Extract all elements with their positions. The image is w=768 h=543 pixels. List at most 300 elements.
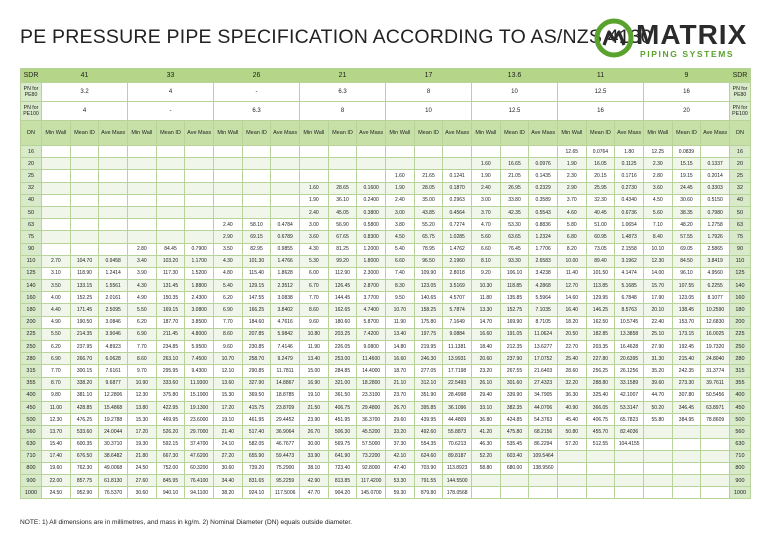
table-cell: 2.6583 [529, 255, 558, 267]
table-cell: 492.60 [414, 426, 443, 438]
dn-cell: 900 [21, 475, 42, 487]
table-cell: 50.20 [643, 401, 672, 413]
table-cell: 21.40 [214, 426, 243, 438]
table-cell: 6.90 [42, 353, 71, 365]
dn-cell: 250 [21, 341, 42, 353]
table-cell [99, 170, 128, 182]
table-cell: 15.40 [42, 438, 71, 450]
table-cell: 0.2400 [357, 194, 386, 206]
table-cell [42, 243, 71, 255]
table-cell: 92.8000 [357, 462, 386, 474]
table-row [21, 280, 751, 292]
table-cell: 14.8867 [271, 377, 300, 389]
table-cell [156, 146, 185, 158]
table-row [21, 255, 751, 267]
table-cell [214, 146, 243, 158]
table-cell [500, 475, 529, 487]
table-cell: 7.4500 [185, 353, 214, 365]
table-cell: 831.65 [242, 475, 271, 487]
table-cell: 54.3763 [529, 414, 558, 426]
table-cell: 2.8700 [357, 280, 386, 292]
table-cell: 0.6736 [615, 206, 644, 218]
table-cell: 33.80 [500, 194, 529, 206]
table-cell: 19.30 [128, 438, 157, 450]
table-cell [185, 146, 214, 158]
table-cell: 924.10 [242, 487, 271, 499]
dn-cell: 90 [729, 243, 750, 255]
table-cell: 76.5370 [99, 487, 128, 499]
table-cell: 9.50 [386, 292, 415, 304]
table-cell: 82.95 [242, 243, 271, 255]
table-cell: 4.50 [643, 194, 672, 206]
table-cell: 2.0161 [99, 292, 128, 304]
pn80-label: PN for PE80 [21, 83, 42, 102]
table-cell: 37.4700 [185, 438, 214, 450]
table-cell: 2.80 [128, 243, 157, 255]
table-cell: 118.90 [70, 267, 99, 279]
table-cell: 6.20 [128, 316, 157, 328]
table-cell: 11.7811 [271, 365, 300, 377]
table-cell: 55.20 [414, 219, 443, 231]
table-cell: 22.00 [42, 475, 71, 487]
page-header [0, 0, 768, 68]
table-cell: 14.80 [386, 341, 415, 353]
table-cell: 0.8300 [357, 231, 386, 243]
table-cell [70, 231, 99, 243]
table-cell: 1.7926 [701, 231, 730, 243]
table-row [21, 438, 751, 450]
table-cell [185, 158, 214, 170]
table-cell: 6.00 [300, 267, 329, 279]
table-cell [414, 146, 443, 158]
table-row [21, 389, 751, 401]
column-header: Mean ID [70, 121, 99, 146]
table-cell: 109.5464 [529, 450, 558, 462]
table-cell [701, 487, 730, 499]
table-cell: 33.10 [472, 401, 501, 413]
table-row [21, 194, 751, 206]
table-cell: 533.60 [70, 426, 99, 438]
dn-cell: 16 [729, 146, 750, 158]
table-cell: 27.90 [643, 341, 672, 353]
table-cell: 166.25 [242, 304, 271, 316]
dn-cell: 160 [729, 292, 750, 304]
table-cell: 52.20 [472, 450, 501, 462]
table-cell: 2.40 [300, 206, 329, 218]
column-header: Min Wall [214, 121, 243, 146]
table-cell: 29.7000 [185, 426, 214, 438]
table-cell: 9.4300 [185, 365, 214, 377]
table-cell: 1.90 [557, 158, 586, 170]
dn-cell: 140 [729, 280, 750, 292]
table-cell [70, 219, 99, 231]
table-cell [70, 170, 99, 182]
column-header: Mean ID [156, 121, 185, 146]
table-cell: 173.15 [672, 328, 701, 340]
table-cell: 12.30 [643, 255, 672, 267]
table-cell: 57.5000 [357, 438, 386, 450]
table-cell: 0.6789 [271, 231, 300, 243]
table-cell [156, 170, 185, 182]
table-cell: 3.8419 [701, 255, 730, 267]
table-cell: 78.8609 [701, 414, 730, 426]
table-cell: 0.0764 [586, 146, 615, 158]
table-cell: 33.20 [386, 426, 415, 438]
table-cell: 36.3700 [357, 414, 386, 426]
table-cell: 41.20 [472, 426, 501, 438]
table-cell: 82.4036 [615, 426, 644, 438]
table-cell: 904.20 [328, 487, 357, 499]
table-cell: 16.05 [586, 158, 615, 170]
table-cell: 10.80 [300, 328, 329, 340]
dn-cell: 75 [729, 231, 750, 243]
table-cell: 5.40 [214, 280, 243, 292]
table-cell: 4.80 [214, 267, 243, 279]
table-cell: 76.45 [500, 243, 529, 255]
table-cell: 15.30 [128, 414, 157, 426]
table-cell: 28.05 [414, 182, 443, 194]
table-cell: 3.7700 [357, 292, 386, 304]
table-cell [42, 219, 71, 231]
table-cell: 406.75 [328, 401, 357, 413]
sdr-label: SDR [729, 69, 750, 83]
table-cell: 0.3303 [701, 182, 730, 194]
table-cell: 13.80 [128, 401, 157, 413]
table-cell: 187.70 [156, 316, 185, 328]
table-cell [99, 158, 128, 170]
table-cell: 104.4155 [615, 438, 644, 450]
table-cell: 11.0624 [529, 328, 558, 340]
table-cell: 32.20 [557, 377, 586, 389]
table-cell: 3.50 [42, 280, 71, 292]
table-cell: 169.90 [500, 316, 529, 328]
table-cell: 191.05 [500, 328, 529, 340]
table-cell: 4.8923 [99, 341, 128, 353]
table-cell: 16.65 [500, 158, 529, 170]
table-cell: 30.60 [128, 487, 157, 499]
table-cell: 0.1435 [529, 170, 558, 182]
table-cell: 129.95 [586, 292, 615, 304]
table-cell: 5.9842 [271, 328, 300, 340]
table-cell: 96.50 [414, 255, 443, 267]
table-cell: 27.60 [128, 475, 157, 487]
table-cell: 16.40 [557, 304, 586, 316]
table-cell: 2.1558 [615, 243, 644, 255]
dn-cell: 20 [21, 158, 42, 170]
table-cell: 11.90 [300, 341, 329, 353]
dn-cell: 110 [21, 255, 42, 267]
table-cell: 307.80 [672, 389, 701, 401]
table-cell: 1.7706 [529, 243, 558, 255]
table-cell: 10.30 [472, 280, 501, 292]
table-cell: 45.5200 [357, 426, 386, 438]
table-cell [156, 158, 185, 170]
table-cell: 38.6482 [99, 450, 128, 462]
table-cell: 9.80 [42, 389, 71, 401]
table-cell: 131.45 [156, 280, 185, 292]
table-cell: 879.80 [414, 487, 443, 499]
logo-mark-icon [594, 18, 634, 58]
sdr-value: 26 [214, 69, 300, 83]
table-cell: 60.95 [586, 231, 615, 243]
table-row [21, 267, 751, 279]
table-cell: 5.50 [128, 304, 157, 316]
table-cell: 8.1077 [701, 292, 730, 304]
table-cell: 237.95 [70, 341, 99, 353]
dn-cell: 225 [729, 328, 750, 340]
table-cell: 3.8500 [185, 316, 214, 328]
table-row [21, 462, 751, 474]
table-cell: 18.40 [472, 341, 501, 353]
table-cell [42, 182, 71, 194]
table-cell: 44.70 [643, 389, 672, 401]
pn100-label: PN for PE100 [21, 102, 42, 121]
table-cell [242, 158, 271, 170]
table-cell: 60.3200 [185, 462, 214, 474]
table-cell: 197.75 [414, 328, 443, 340]
dn-cell: 400 [729, 389, 750, 401]
table-cell: 73.05 [586, 243, 615, 255]
table-cell: 2.40 [214, 219, 243, 231]
table-cell: 226.05 [328, 341, 357, 353]
table-cell: 7.70 [214, 316, 243, 328]
table-cell: 361.50 [328, 389, 357, 401]
table-cell: 351.90 [414, 389, 443, 401]
table-cell: 1.8800 [185, 280, 214, 292]
table-cell: 0.2329 [529, 182, 558, 194]
table-cell: 42.35 [500, 206, 529, 218]
table-cell: 234.85 [156, 341, 185, 353]
table-cell: 4.90 [128, 292, 157, 304]
table-cell: 14.00 [643, 267, 672, 279]
dn-cell: 90 [21, 243, 42, 255]
table-cell: 115.40 [242, 267, 271, 279]
table-cell: 230.85 [242, 341, 271, 353]
table-cell: 17.90 [643, 292, 672, 304]
table-cell: 11.80 [472, 292, 501, 304]
table-row [21, 414, 751, 426]
dn-cell: 355 [729, 377, 750, 389]
table-cell: 15.15 [672, 158, 701, 170]
table-cell [156, 194, 185, 206]
table-cell: 47.6200 [185, 450, 214, 462]
table-cell: 11.00 [42, 401, 71, 413]
sdr-value: 11 [557, 69, 643, 83]
column-header: Mean ID [500, 121, 529, 146]
table-cell [242, 194, 271, 206]
table-cell: 0.4784 [271, 219, 300, 231]
table-cell: 26.95 [500, 182, 529, 194]
table-cell [701, 438, 730, 450]
table-cell: 18.8785 [271, 389, 300, 401]
pn80-value: 8 [386, 83, 472, 102]
table-cell: 384.95 [672, 414, 701, 426]
table-cell [185, 182, 214, 194]
table-cell: 3.8402 [271, 304, 300, 316]
table-cell: 284.85 [328, 365, 357, 377]
table-cell: 42.10 [386, 450, 415, 462]
table-cell: 952.90 [70, 487, 99, 499]
table-cell: 6.2255 [701, 280, 730, 292]
table-cell: 17.0752 [529, 353, 558, 365]
table-cell: 81.25 [328, 243, 357, 255]
sdr-value: 21 [300, 69, 386, 83]
table-cell: 512.55 [586, 438, 615, 450]
table-cell: 9.2479 [271, 353, 300, 365]
table-cell: 2.3512 [271, 280, 300, 292]
table-cell: 55.80 [643, 414, 672, 426]
table-cell: 11.90 [386, 316, 415, 328]
table-cell: 65.75 [414, 231, 443, 243]
table-cell: 13.40 [300, 353, 329, 365]
table-cell [701, 475, 730, 487]
table-cell: 382.35 [500, 401, 529, 413]
table-cell [701, 426, 730, 438]
matrix-logo [594, 18, 762, 60]
table-cell: 112.90 [328, 267, 357, 279]
table-cell [271, 194, 300, 206]
table-row [21, 487, 751, 499]
table-cell [643, 462, 672, 474]
table-row [21, 316, 751, 328]
table-cell [99, 146, 128, 158]
table-cell [357, 170, 386, 182]
table-cell: 30.60 [214, 462, 243, 474]
table-cell: 106.10 [500, 267, 529, 279]
table-cell: 10.90 [128, 377, 157, 389]
table-cell: 526.20 [156, 426, 185, 438]
table-cell [128, 194, 157, 206]
table-cell [472, 146, 501, 158]
table-cell [128, 158, 157, 170]
table-cell: 3.00 [472, 194, 501, 206]
table-cell: 845.95 [156, 475, 185, 487]
table-cell: 10.70 [214, 353, 243, 365]
table-cell [185, 194, 214, 206]
table-cell: 381.10 [70, 389, 99, 401]
table-cell: 135.85 [500, 292, 529, 304]
dn-cell: 40 [729, 194, 750, 206]
column-header: Ave Mass [271, 121, 300, 146]
table-cell: 28.4998 [443, 389, 472, 401]
pn100-value: 4 [42, 102, 128, 121]
table-cell [672, 426, 701, 438]
table-cell: 12.65 [557, 146, 586, 158]
table-cell: 2.4300 [185, 292, 214, 304]
sdr-value: 17 [386, 69, 472, 83]
table-cell: 46.7677 [271, 438, 300, 450]
dn-cell: 560 [21, 426, 42, 438]
table-cell: 113.85 [586, 280, 615, 292]
table-cell: 13.6277 [529, 341, 558, 353]
table-cell: 6.60 [386, 255, 415, 267]
table-cell: 2.3000 [357, 267, 386, 279]
table-cell [128, 170, 157, 182]
table-cell: 569.75 [328, 438, 357, 450]
table-cell [128, 146, 157, 158]
table-cell [672, 438, 701, 450]
table-cell: 2.5095 [99, 304, 128, 316]
table-cell: 94.1100 [185, 487, 214, 499]
table-row [21, 365, 751, 377]
table-cell: 366.05 [586, 401, 615, 413]
table-cell: 8.40 [643, 231, 672, 243]
table-cell: 45.05 [328, 206, 357, 218]
table-cell: 506.30 [328, 426, 357, 438]
table-cell: 1.8628 [271, 267, 300, 279]
dn-cell: 800 [21, 462, 42, 474]
dn-cell: 32 [21, 182, 42, 194]
table-cell: 101.30 [242, 255, 271, 267]
table-cell: 67.65 [328, 231, 357, 243]
table-cell: 301.60 [500, 377, 529, 389]
table-cell: 19.1300 [185, 401, 214, 413]
table-cell [99, 194, 128, 206]
table-cell: 34.40 [214, 475, 243, 487]
table-cell: 0.5150 [701, 194, 730, 206]
table-cell: 7.1035 [529, 304, 558, 316]
table-cell: 11.9300 [185, 377, 214, 389]
table-cell [99, 206, 128, 218]
table-cell [42, 146, 71, 158]
table-cell: 162.50 [586, 316, 615, 328]
table-cell: 45.40 [557, 414, 586, 426]
table-cell: 3.0838 [271, 292, 300, 304]
table-cell: 8.60 [128, 353, 157, 365]
table-cell [643, 450, 672, 462]
table-cell: 20.10 [643, 304, 672, 316]
table-cell [185, 219, 214, 231]
table-cell: 0.1716 [615, 170, 644, 182]
table-cell: 288.80 [586, 377, 615, 389]
table-cell: 8.7105 [529, 316, 558, 328]
table-cell: 17.40 [42, 450, 71, 462]
table-cell: 0.4564 [443, 206, 472, 218]
table-cell: 8.60 [214, 328, 243, 340]
table-cell: 162.65 [328, 304, 357, 316]
table-cell: 138.45 [672, 304, 701, 316]
table-cell: 27.20 [214, 450, 243, 462]
dn-cell: 200 [729, 316, 750, 328]
table-row [21, 158, 751, 170]
dn-cell: 710 [21, 450, 42, 462]
table-cell: 22.5493 [443, 377, 472, 389]
table-cell: 16.60 [472, 328, 501, 340]
table-cell: 277.05 [414, 365, 443, 377]
table-cell [242, 182, 271, 194]
table-cell [529, 475, 558, 487]
table-cell: 214.35 [70, 328, 99, 340]
table-cell: 739.20 [242, 462, 271, 474]
table-cell [443, 146, 472, 158]
table-cell: 180.60 [328, 316, 357, 328]
table-row [21, 377, 751, 389]
table-cell: 346.45 [672, 401, 701, 413]
table-cell: 9.6877 [99, 377, 128, 389]
table-cell [99, 219, 128, 231]
table-cell: 184.60 [242, 316, 271, 328]
pn100-value: 10 [386, 102, 472, 121]
table-cell: 0.8836 [529, 219, 558, 231]
table-cell: 4.7400 [357, 304, 386, 316]
table-cell: 3.70 [472, 206, 501, 218]
table-cell [214, 206, 243, 218]
table-cell: 3.1962 [615, 255, 644, 267]
sdr-value: 41 [42, 69, 128, 83]
table-cell [214, 182, 243, 194]
table-cell: 13.70 [42, 426, 71, 438]
table-cell [672, 487, 701, 499]
